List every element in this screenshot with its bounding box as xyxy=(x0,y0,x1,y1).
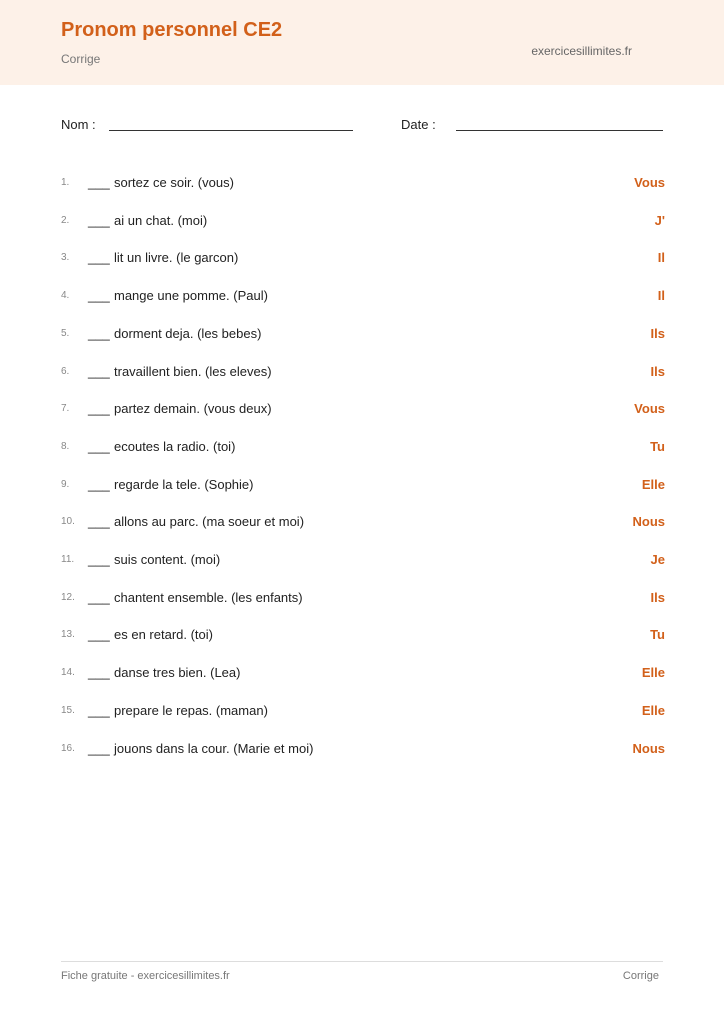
item-answer: J' xyxy=(654,212,665,228)
item-answer: Elle xyxy=(641,665,665,681)
item-blank: ___ xyxy=(88,288,110,304)
list-item xyxy=(0,175,724,195)
item-number: 16. xyxy=(61,742,75,754)
item-answer: Il xyxy=(657,288,665,304)
list-item xyxy=(0,477,724,497)
list-item xyxy=(0,288,724,308)
item-blank: ___ xyxy=(88,627,110,643)
item-answer: Ils xyxy=(650,363,665,379)
item-answer: Elle xyxy=(641,476,665,492)
footer-left: Fiche gratuite - exercicesillimites.fr xyxy=(61,970,230,982)
item-answer: Tu xyxy=(650,627,665,643)
list-item xyxy=(0,439,724,459)
item-number: 7. xyxy=(61,403,70,415)
item-sentence: travaillent bien. (les eleves) xyxy=(114,363,272,379)
item-number: 15. xyxy=(61,704,75,716)
item-number: 13. xyxy=(61,629,75,641)
item-sentence: suis content. (moi) xyxy=(114,552,221,567)
item-sentence: lit un livre. (le garcon) xyxy=(114,250,239,266)
item-sentence: danse tres bien. (Lea) xyxy=(114,665,241,681)
item-number: 5. xyxy=(61,327,70,339)
item-blank: ___ xyxy=(88,665,110,681)
item-answer: Je xyxy=(650,552,665,567)
item-answer: Nous xyxy=(632,740,665,756)
item-sentence: es en retard. (toi) xyxy=(114,627,213,643)
list-item xyxy=(0,213,724,233)
item-sentence: jouons dans la cour. (Marie et moi) xyxy=(114,740,314,756)
item-blank: ___ xyxy=(88,250,110,266)
item-number: 6. xyxy=(61,365,70,377)
item-answer: Ils xyxy=(650,325,665,341)
item-answer: Il xyxy=(657,250,665,266)
list-item xyxy=(0,326,724,346)
item-blank: ___ xyxy=(88,175,110,190)
item-blank: ___ xyxy=(88,552,110,567)
item-number: 10. xyxy=(61,516,75,528)
date-label: Date : xyxy=(401,117,436,132)
list-item xyxy=(0,741,724,761)
item-sentence: partez demain. (vous deux) xyxy=(114,401,272,417)
item-blank: ___ xyxy=(88,212,110,228)
item-number: 3. xyxy=(61,252,70,264)
list-item xyxy=(0,590,724,610)
name-line xyxy=(109,130,353,131)
date-line xyxy=(456,130,663,131)
item-blank: ___ xyxy=(88,476,110,492)
item-answer: Tu xyxy=(650,438,665,454)
header-band xyxy=(0,0,724,85)
item-number: 14. xyxy=(61,667,75,679)
item-sentence: allons au parc. (ma soeur et moi) xyxy=(114,514,305,530)
page-title: Pronom personnel CE2 xyxy=(61,19,283,41)
list-item xyxy=(0,703,724,723)
list-item xyxy=(0,514,724,534)
item-blank: ___ xyxy=(88,401,110,417)
item-sentence: sortez ce soir. (vous) xyxy=(114,175,234,190)
item-blank: ___ xyxy=(88,589,110,605)
list-item xyxy=(0,665,724,685)
item-sentence: ecoutes la radio. (toi) xyxy=(114,438,236,454)
list-item xyxy=(0,552,724,572)
footer-right: Corrige xyxy=(622,970,659,982)
item-blank: ___ xyxy=(88,514,110,530)
item-blank: ___ xyxy=(88,702,110,718)
item-number: 8. xyxy=(61,440,70,452)
item-answer: Elle xyxy=(641,702,665,718)
list-item xyxy=(0,250,724,270)
item-blank: ___ xyxy=(88,363,110,379)
site-name: exercicesillimites.fr xyxy=(531,44,632,58)
item-sentence: mange une pomme. (Paul) xyxy=(114,288,268,304)
item-answer: Ils xyxy=(650,589,665,605)
name-label: Nom : xyxy=(61,117,96,132)
item-answer: Vous xyxy=(634,175,665,190)
footer-divider xyxy=(61,961,663,962)
item-sentence: ai un chat. (moi) xyxy=(114,212,208,228)
item-number: 9. xyxy=(61,478,70,490)
item-number: 4. xyxy=(61,290,70,302)
item-sentence: chantent ensemble. (les enfants) xyxy=(114,589,303,605)
item-number: 12. xyxy=(61,591,75,603)
list-item xyxy=(0,401,724,421)
list-item xyxy=(0,627,724,647)
item-sentence: dorment deja. (les bebes) xyxy=(114,325,262,341)
item-sentence: regarde la tele. (Sophie) xyxy=(114,476,254,492)
page-subtitle: Corrige xyxy=(61,52,101,66)
item-answer: Vous xyxy=(634,401,665,417)
item-number: 1. xyxy=(61,177,70,188)
item-blank: ___ xyxy=(88,740,110,756)
item-number: 2. xyxy=(61,214,70,226)
item-answer: Nous xyxy=(632,514,665,530)
item-blank: ___ xyxy=(88,438,110,454)
item-blank: ___ xyxy=(88,325,110,341)
item-number: 11. xyxy=(61,554,75,565)
list-item xyxy=(0,364,724,384)
item-sentence: prepare le repas. (maman) xyxy=(114,702,268,718)
